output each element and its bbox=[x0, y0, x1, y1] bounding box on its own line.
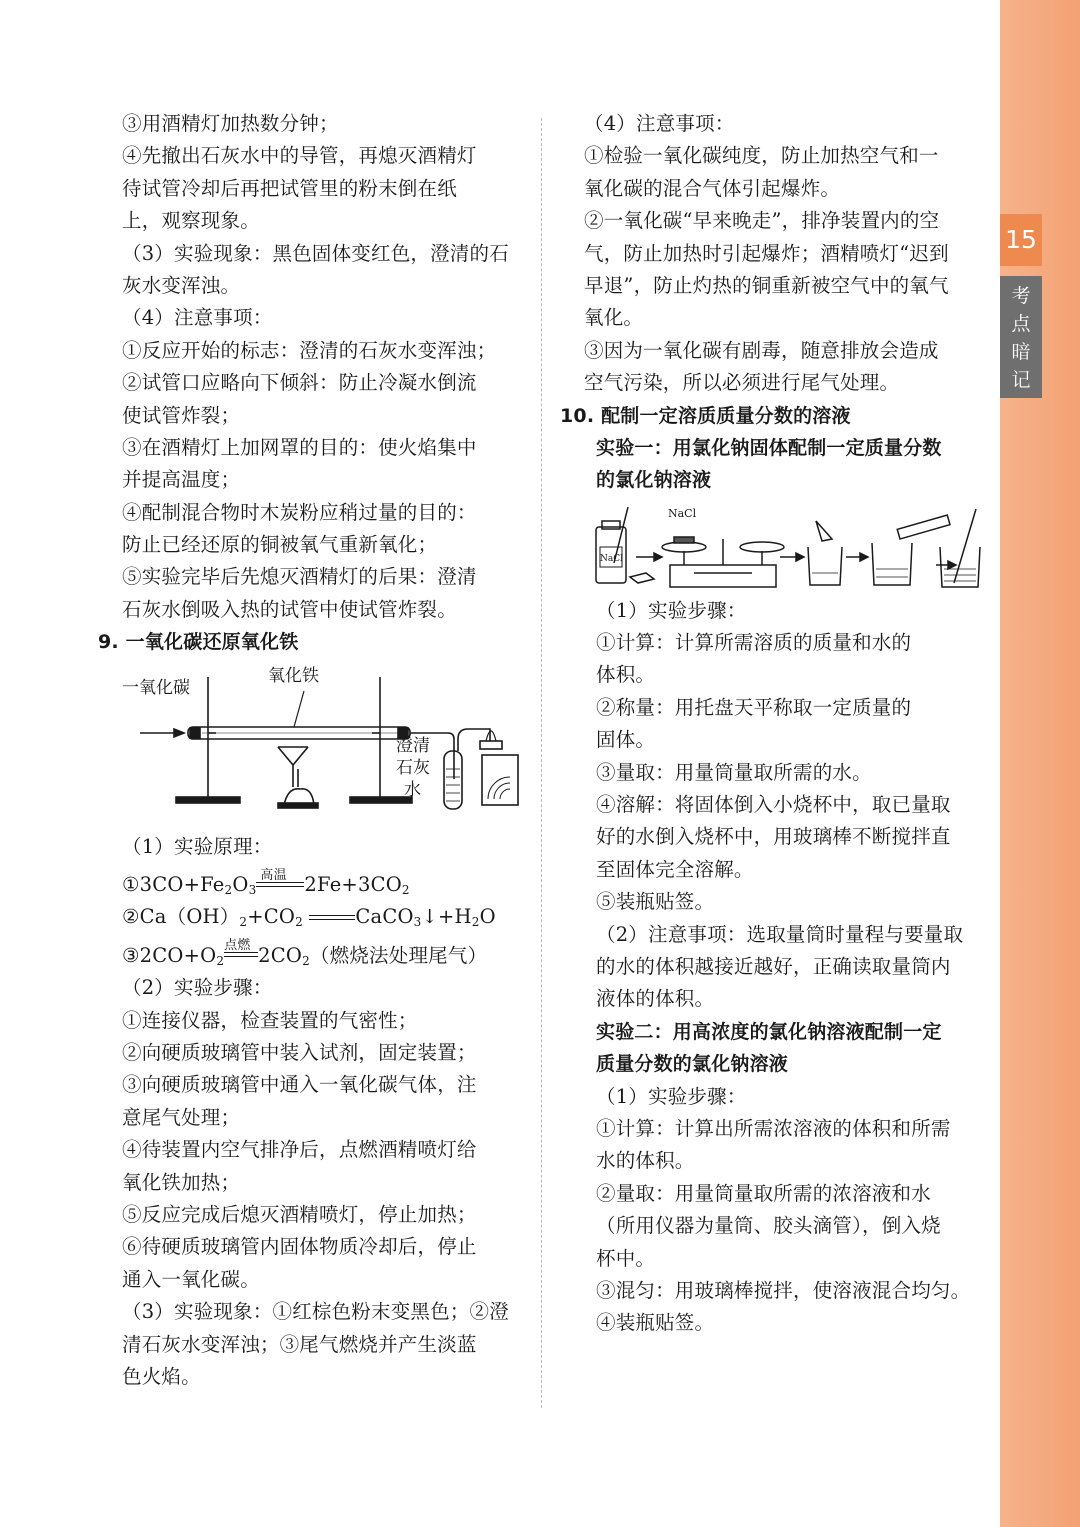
text-line: ④溶解：将固体倒入小烧杯中，取已量取 bbox=[596, 793, 951, 817]
text-line: 体积。 bbox=[596, 663, 656, 687]
text-line: ③用酒精灯加热数分钟； bbox=[122, 112, 339, 135]
text-line: 液体的体积。 bbox=[596, 987, 715, 1011]
text-line: ③混匀：用玻璃棒搅拌，使溶液混合均匀。 bbox=[596, 1278, 971, 1302]
label-limewater-2: 石灰 bbox=[396, 757, 430, 778]
text-line: ②试管口应略向下倾斜：防止冷凝水倒流 bbox=[122, 371, 477, 395]
experiment-2-title-cont: 质量分数的氯化钠溶液 bbox=[596, 1053, 789, 1076]
label-limewater-3: 水 bbox=[404, 779, 421, 800]
text-line: 通入一氧化碳。 bbox=[122, 1267, 260, 1291]
text-line: ①计算：计算出所需浓溶液的体积和所需 bbox=[596, 1116, 951, 1140]
text-line: （3）实验现象：①红棕色粉末变黑色；②澄 bbox=[122, 1300, 509, 1324]
apparatus-diagram bbox=[118, 659, 522, 831]
text-line: 防止已经还原的铜被氧气重新氧化； bbox=[122, 533, 438, 557]
experiment-2-title: 实验二：用高浓度的氯化钠溶液配制一定 bbox=[596, 1020, 942, 1043]
text-line: ③向硬质玻璃管中通入一氧化碳气体，注 bbox=[122, 1073, 477, 1097]
text-line: 氧化铁加热； bbox=[122, 1170, 241, 1194]
left-column bbox=[98, 108, 520, 1393]
text-line: ②向硬质玻璃管中装入试剂，固定装置； bbox=[122, 1040, 477, 1064]
text-line: 固体。 bbox=[596, 728, 656, 752]
text-line: 并提高温度； bbox=[122, 468, 241, 492]
tab-char: 点 bbox=[1011, 313, 1031, 335]
text-line: 好的水倒入烧杯中，用玻璃棒不断搅拌直 bbox=[596, 825, 951, 849]
text-line: 水的体积。 bbox=[596, 1149, 695, 1173]
text-line: ④装瓶贴签。 bbox=[596, 1311, 715, 1335]
text-line: 使试管炸裂； bbox=[122, 403, 241, 427]
text-line: （2）实验步骤： bbox=[122, 976, 273, 1000]
column-divider bbox=[541, 118, 542, 1408]
label-nacl-top: NaCl bbox=[668, 506, 697, 520]
text-line: ⑤反应完成后熄灭酒精喷灯，停止加热； bbox=[122, 1202, 477, 1226]
text-line: ③量取：用量筒量取所需的水。 bbox=[596, 760, 872, 784]
text-line: 石灰水倒吸入热的试管中使试管炸裂。 bbox=[122, 597, 457, 621]
text-line: ④配制混合物时木炭粉应稍过量的目的： bbox=[122, 500, 477, 524]
text-line: （1）实验步骤： bbox=[596, 1084, 747, 1108]
text-line: ⑥待硬质玻璃管内固体物质冷却后，停止 bbox=[122, 1235, 477, 1259]
text-line: 的水的体积越接近越好，正确读取量筒内 bbox=[596, 954, 951, 978]
label-limewater-1: 澄清 bbox=[396, 735, 430, 756]
text-line: （所用仪器为量筒、胶头滴管），倒入烧 bbox=[596, 1214, 941, 1238]
text-line: 上，观察现象。 bbox=[122, 209, 260, 233]
text-line: 杯中。 bbox=[596, 1246, 656, 1270]
section-heading-9: 9. 一氧化碳还原氧化铁 bbox=[98, 631, 299, 654]
text-line: ③因为一氧化碳有剧毒，随意排放会造成 bbox=[584, 338, 939, 362]
text-line: 色火焰。 bbox=[122, 1364, 201, 1388]
equation-1: $①3CO+Fe_2O_3$ 高温 $2Fe+3CO_2$ bbox=[122, 867, 410, 898]
reaction-arrow-ignite: 点燃 bbox=[224, 946, 258, 966]
text-line: ②量取：用量筒量取所需的浓溶液和水 bbox=[596, 1181, 931, 1205]
text-line: ①反应开始的标志：澄清的石灰水变浑浊； bbox=[122, 338, 497, 362]
section-heading-10: 10. 配制一定溶质质量分数的溶液 bbox=[560, 404, 851, 427]
text-line: 意尾气处理； bbox=[122, 1105, 241, 1129]
text-line: （2）注意事项：选取量筒时量程与要量取 bbox=[596, 922, 964, 946]
text-line: 氧化。 bbox=[584, 306, 644, 330]
text-line: ②称量：用托盘天平称取一定质量的 bbox=[596, 695, 912, 719]
text-line: 清石灰水变浑浊；③尾气燃烧并产生淡蓝 bbox=[122, 1332, 477, 1356]
experiment-1-title-cont: 的氯化钠溶液 bbox=[596, 469, 712, 492]
experiment-1-title: 实验一：用氯化钠固体配制一定质量分数 bbox=[596, 436, 942, 459]
label-fe2o3: 氧化铁 bbox=[268, 665, 319, 686]
text-line: ⑤装瓶贴签。 bbox=[596, 890, 715, 914]
text-line: 灰水变浑浊。 bbox=[122, 273, 241, 297]
text-line: ③在酒精灯上加网罩的目的：使火焰集中 bbox=[122, 435, 477, 459]
tab-char: 记 bbox=[1011, 369, 1031, 391]
chapter-label-tab bbox=[1000, 276, 1042, 398]
nacl-solution-procedure-figure bbox=[584, 503, 982, 595]
text-line: ①检验一氧化碳纯度，防止加热空气和一 bbox=[584, 144, 939, 168]
chapter-number-tab: 15 bbox=[1000, 214, 1042, 266]
label-nacl-bottle: NaCl bbox=[600, 553, 624, 564]
label-co: 一氧化碳 bbox=[122, 677, 190, 698]
text-line: （4）注意事项： bbox=[122, 306, 273, 330]
text-line: 早退”，防止灼热的铜重新被空气中的氧气 bbox=[584, 273, 949, 297]
text-line: ⑤实验完毕后先熄灭酒精灯的后果：澄清 bbox=[122, 565, 477, 589]
text-line: 氧化碳的混合气体引起爆炸。 bbox=[584, 176, 841, 200]
text-line: 空气污染，所以必须进行尾气处理。 bbox=[584, 371, 900, 395]
reaction-arrow-heat: 高温 bbox=[256, 876, 304, 896]
equation-2: $②Ca(OH)_2+CO_2$ $CaCO_3↓+H_2O$ bbox=[122, 905, 496, 930]
text-line: ④先撤出石灰水中的导管，再熄灭酒精灯 bbox=[122, 144, 477, 168]
text-line: ①连接仪器，检查装置的气密性； bbox=[122, 1008, 418, 1032]
text-line: ①计算：计算所需溶质的质量和水的 bbox=[596, 631, 912, 655]
text-line: （4）注意事项： bbox=[584, 112, 735, 135]
procedure-diagram bbox=[584, 503, 984, 593]
tab-char: 考 bbox=[1011, 285, 1031, 307]
text-line: 气，防止加热时引起爆炸；酒精喷灯“迟到 bbox=[584, 241, 949, 265]
co-reduction-apparatus-figure bbox=[118, 659, 520, 831]
text-line: 至固体完全溶解。 bbox=[596, 857, 754, 881]
text-line: ②一氧化碳“早来晚走”，排净装置内的空 bbox=[584, 209, 940, 233]
text-line: 待试管冷却后再把试管里的粉末倒在纸 bbox=[122, 176, 457, 200]
text-line: （1）实验步骤： bbox=[596, 598, 747, 622]
text-line: （3）实验现象：黑色固体变红色，澄清的石 bbox=[122, 241, 509, 265]
reaction-equals bbox=[309, 911, 355, 925]
right-column bbox=[560, 108, 982, 1340]
text-line: （1）实验原理： bbox=[122, 834, 273, 858]
equation-3: $③2CO+O_2$ 点燃 $2CO_2$（燃烧法处理尾气） bbox=[122, 938, 488, 968]
tab-char: 暗 bbox=[1011, 341, 1031, 363]
text-line: ④待装置内空气排净后，点燃酒精喷灯给 bbox=[122, 1138, 477, 1162]
